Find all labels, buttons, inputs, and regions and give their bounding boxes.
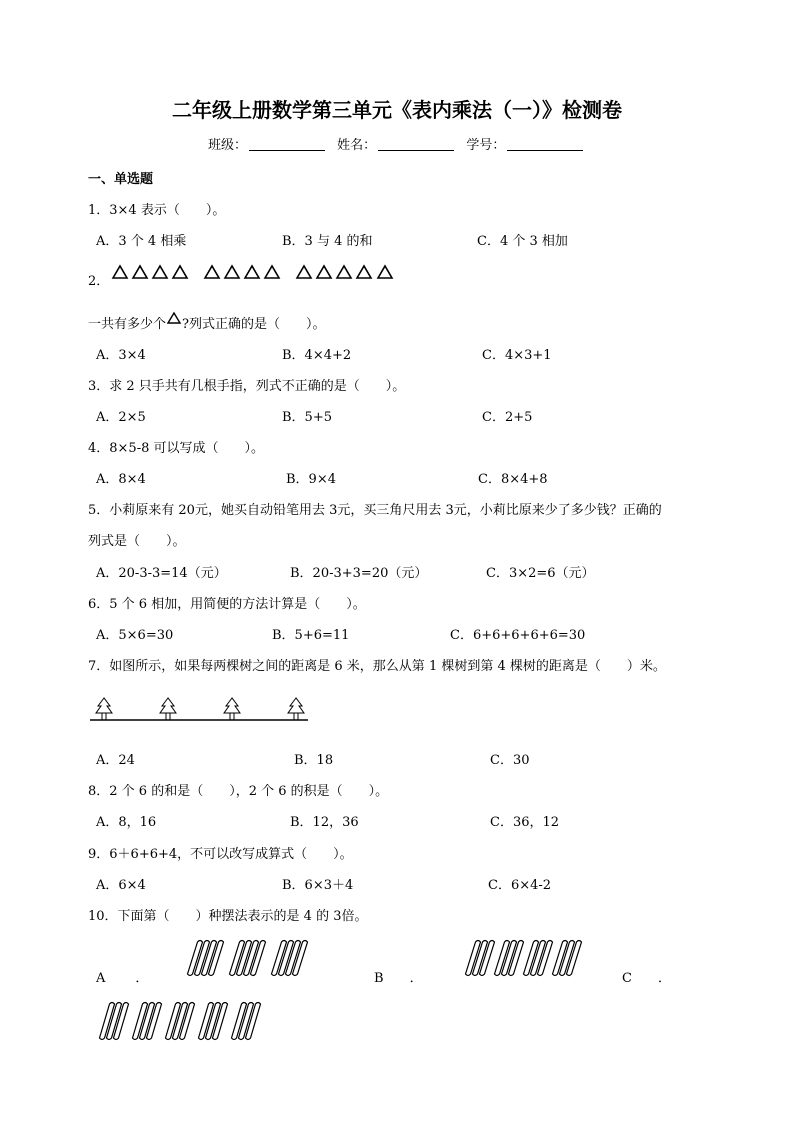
question-6-stem: 6．5 个 6 相加，用简便的方法计算是（ ）。	[88, 597, 366, 612]
question-5-option-b[interactable]: B．20-3+3=20（元）	[290, 566, 428, 581]
question-2-option-a[interactable]: A．3×4	[96, 348, 146, 363]
question-3-option-c[interactable]: C．2+5	[482, 410, 533, 425]
trees-figure	[88, 694, 310, 724]
question-5-stem: 5．小莉原来有 20元，她买自动铅笔用去 3元，买三角尺用去 3元，小莉比原来少了多少钱？正确的	[88, 503, 662, 518]
question-7-option-b[interactable]: B．18	[294, 753, 334, 768]
question-5-stem-line2: 列式是（ ）。	[88, 534, 186, 549]
question-4-option-b[interactable]: B．9×4	[286, 472, 336, 487]
sticks-option-c	[98, 1002, 278, 1044]
triangle-group-3	[297, 266, 371, 278]
class-blank[interactable]	[249, 136, 325, 151]
question-2-stem-tail: ?列式正确的是（ ）。	[182, 317, 326, 332]
option-b-letter: B	[374, 971, 384, 986]
question-1-option-c[interactable]: C．4 个 3 相加	[477, 234, 568, 249]
option-c-dot: ．	[657, 971, 671, 986]
triangle-group-1	[113, 266, 187, 278]
option-b-dot: ．	[409, 971, 423, 986]
triangle-single	[378, 266, 392, 278]
question-2-option-b[interactable]: B．4×4+2	[282, 348, 352, 363]
question-1-stem: 1．3×4 表示（ ）。	[88, 203, 226, 218]
question-6-option-b[interactable]: B．5+6=11	[272, 628, 350, 643]
question-2-stem-head: 一共有多少个	[88, 317, 167, 332]
question-3-stem: 3．求 2 只手共有几根手指，列式不正确的是（ ）。	[88, 379, 406, 394]
question-10-option-b[interactable]	[374, 967, 423, 986]
triangles-figure	[110, 262, 400, 282]
name-blank[interactable]	[378, 136, 454, 151]
sticks-option-a	[186, 940, 356, 980]
question-2-number: 2．	[88, 274, 110, 289]
question-6-option-c[interactable]: C．6+6+6+6+6=30	[450, 628, 586, 643]
question-1-option-b[interactable]: B．3 与 4 的和	[282, 234, 373, 249]
question-8-option-a[interactable]: A．8，16	[96, 815, 157, 830]
question-1-option-a[interactable]: A．3 个 4 相乘	[96, 234, 187, 249]
question-5-option-c[interactable]: C．3×2=6（元）	[486, 566, 595, 581]
question-9-option-b[interactable]: B．6×3＋4	[282, 878, 354, 893]
triangle-icon	[166, 311, 182, 325]
question-7-option-c[interactable]: C．30	[490, 753, 530, 768]
question-4-stem: 4．8×5-8 可以写成（ ）。	[88, 441, 265, 456]
class-label: 班级：	[208, 138, 248, 153]
number-blank[interactable]	[507, 136, 583, 151]
option-c-letter: C	[622, 971, 632, 986]
question-10-option-a[interactable]	[96, 967, 148, 986]
question-9-option-a[interactable]: A．6×4	[96, 878, 146, 893]
question-7-option-a[interactable]: A．24	[96, 753, 135, 768]
question-10-option-c[interactable]	[622, 967, 671, 986]
question-2-option-c[interactable]: C．4×3+1	[482, 348, 552, 363]
question-8-option-c[interactable]: C．36，12	[490, 815, 560, 830]
sticks-option-b	[464, 940, 594, 980]
question-4-option-c[interactable]: C．8×4+8	[478, 472, 548, 487]
tree-icon	[288, 698, 304, 720]
option-a-letter: A	[96, 971, 106, 986]
question-8-stem: 8．2 个 6 的和是（ ），2 个 6 的积是（ ）。	[88, 784, 389, 799]
tree-icon	[96, 698, 112, 720]
tree-icon	[224, 698, 240, 720]
question-3-option-a[interactable]: A．2×5	[96, 410, 146, 425]
student-info	[208, 134, 591, 153]
question-6-option-a[interactable]: A．5×6=30	[96, 628, 174, 643]
question-9-option-c[interactable]: C．6×4-2	[488, 878, 552, 893]
question-7-stem: 7．如图所示，如果每两棵树之间的距离是 6 米，那么从第 1 棵树到第 4 棵树的距离是（ ）米。	[88, 659, 666, 674]
question-2-stem	[88, 311, 326, 332]
question-4-option-a[interactable]: A．8×4	[96, 472, 146, 487]
triangle-group-2	[205, 266, 279, 278]
question-5-option-a[interactable]: A．20-3-3=14（元）	[96, 566, 227, 581]
section-heading: 一、单选题	[88, 172, 154, 187]
option-a-dot: ．	[135, 971, 149, 986]
question-8-option-b[interactable]: B．12，36	[290, 815, 359, 830]
tree-icon	[160, 698, 176, 720]
name-label: 姓名：	[337, 138, 377, 153]
question-3-option-b[interactable]: B．5+5	[282, 410, 332, 425]
question-10-stem: 10．下面第（ ）种摆法表示的是 4 的 3倍。	[88, 909, 368, 924]
page-title: 二年级上册数学第三单元《表内乘法（一）》检测卷	[172, 98, 622, 122]
question-9-stem: 9．6＋6+6+4，不可以改写成算式（ ）。	[88, 847, 353, 862]
number-label: 学号：	[466, 138, 506, 153]
